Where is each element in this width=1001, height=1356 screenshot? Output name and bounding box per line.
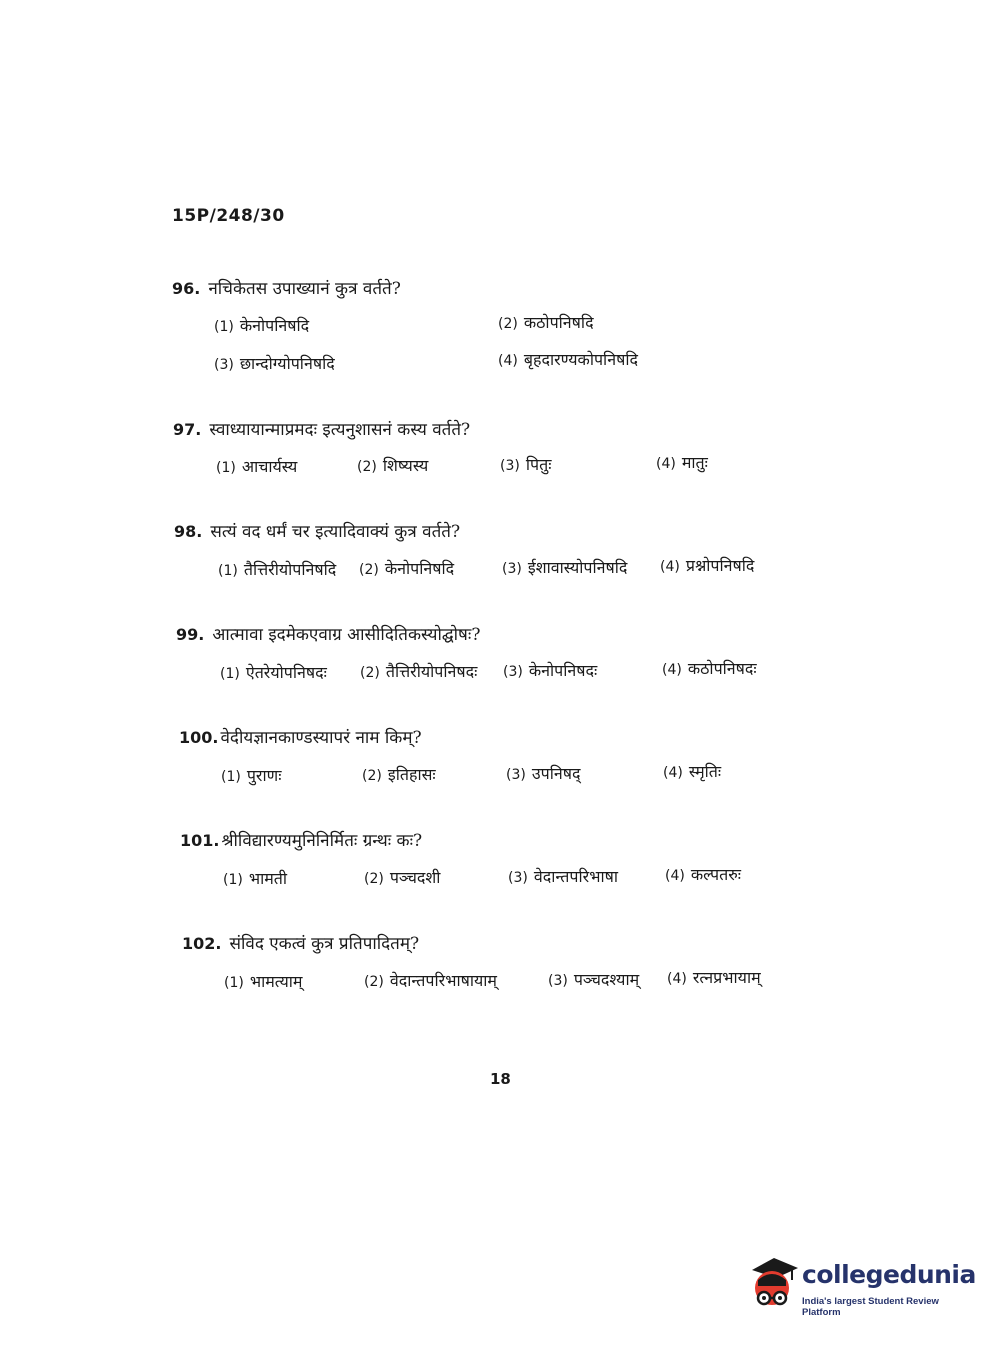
question-number: 101. [180, 831, 220, 850]
option-3: (3) केनोपनिषदः [503, 661, 598, 680]
option-1: (1) ऐतरेयोपनिषदः [220, 663, 327, 682]
option-2: (2) वेदान्तपरिभाषायाम् [364, 971, 497, 990]
option-2: (2) तैत्तिरीयोपनिषदः [360, 662, 478, 681]
question-text: श्रीविद्यारण्यमुनिनिर्मितः ग्रन्थः कः? [221, 831, 423, 851]
option-1: (1) तैत्तिरीयोपनिषदि [218, 560, 337, 579]
collegedunia-watermark [742, 1254, 976, 1318]
question-text: संविद एकत्वं कुत्र प्रतिपादितम्? [229, 934, 420, 954]
option-3: (3) ईशावास्योपनिषदि [502, 558, 628, 577]
page-number: 18 [490, 1070, 511, 1088]
option-2: (2) केनोपनिषदि [359, 559, 455, 578]
option-3: (3) पञ्चदश्याम् [548, 970, 640, 989]
option-4: (4) स्मृतिः [663, 762, 722, 781]
option-4: (4) प्रश्नोपनिषदि [660, 556, 755, 575]
option-2: (2) कठोपनिषदि [498, 313, 594, 332]
brand-tagline: India's largest Student Review Platform [802, 1296, 939, 1318]
option-1: (1) भामत्याम् [224, 972, 303, 991]
option-2: (2) पञ्चदशी [364, 868, 441, 887]
option-4: (4) रत्नप्रभायाम् [667, 968, 761, 987]
option-2: (2) शिष्यस्य [357, 456, 429, 475]
option-2: (2) इतिहासः [362, 765, 436, 784]
mascot-logo-icon [742, 1254, 802, 1314]
question-text: नचिकेतस उपाख्यानं कुत्र वर्तते? [208, 279, 401, 299]
option-4: (4) कठोपनिषदः [662, 659, 757, 678]
option-4: (4) कल्पतरुः [665, 865, 742, 884]
option-3: (3) पितुः [500, 455, 552, 474]
question-number: 99. [176, 625, 205, 644]
question-text: वेदीयज्ञानकाण्डस्यापरं नाम किम्? [220, 728, 422, 748]
question-number: 96. [172, 279, 201, 298]
paper-code: 15P/248/30 [172, 206, 285, 226]
question-text: सत्यं वद धर्मं चर इत्यादिवाक्यं कुत्र वर्तते? [210, 522, 461, 542]
brand-name: collegedunia [802, 1260, 976, 1289]
option-1: (1) आचार्यस्य [216, 457, 298, 476]
option-1: (1) पुराणः [221, 766, 282, 785]
question-text: स्वाध्यायान्माप्रमदः इत्यनुशासनं कस्य वर्तते? [209, 420, 471, 440]
option-3: (3) उपनिषद् [506, 764, 581, 783]
question-number: 102. [182, 934, 222, 953]
option-3: (3) वेदान्तपरिभाषा [508, 867, 618, 886]
question-number: 100. [179, 728, 219, 747]
question-number: 98. [174, 522, 203, 541]
question-number: 97. [173, 420, 202, 439]
option-1: (1) केनोपनिषदि [214, 316, 310, 335]
option-1: (1) भामती [223, 869, 288, 888]
option-3: (3) छान्दोग्योपनिषदि [214, 354, 335, 373]
option-4: (4) मातुः [656, 453, 708, 472]
option-4: (4) बृहदारण्यकोपनिषदि [498, 350, 638, 369]
question-text: आत्मावा इदमेकएवाग्र आसीदितिकस्योद्घोषः? [212, 625, 481, 645]
